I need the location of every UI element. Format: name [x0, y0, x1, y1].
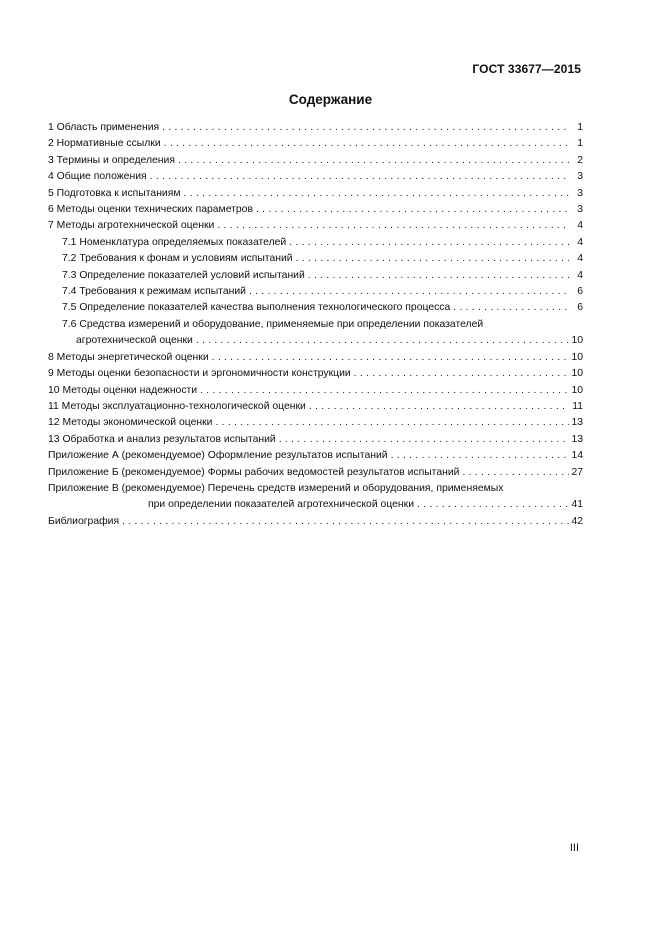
- toc-label: 7.5 Определение показателей качества выполнения технологического процесса: [62, 302, 451, 314]
- leader-dots: [196, 338, 569, 350]
- toc-entry-2[interactable]: [48, 136, 583, 152]
- toc-label: 6 Методы оценки технических параметров: [48, 204, 253, 216]
- toc-page: 4: [577, 269, 583, 281]
- toc-label: 8 Методы энергетической оценки: [48, 351, 209, 363]
- toc-entry-1[interactable]: [48, 120, 583, 136]
- toc-label: 4 Общие положения: [48, 171, 147, 183]
- toc-page: 6: [577, 302, 583, 314]
- leader-dots: [162, 124, 569, 136]
- toc-entry-3[interactable]: [48, 153, 583, 169]
- leader-dots: [150, 174, 569, 186]
- toc-label: Приложение Б (рекомендуемое) Формы рабочих ведомостей результатов испытаний: [48, 466, 460, 478]
- toc-label: Библиография: [48, 515, 120, 527]
- toc-label: 2 Нормативные ссылки: [48, 138, 161, 150]
- toc-entry-appendix-b[interactable]: [48, 465, 583, 481]
- toc-entry-4[interactable]: [48, 169, 583, 185]
- leader-dots: [178, 157, 569, 169]
- leader-dots: [391, 453, 569, 465]
- toc-page: 10: [571, 351, 583, 363]
- toc-label: 11 Методы эксплуатационно-технологической оценки: [48, 400, 306, 412]
- toc-page: 4: [577, 220, 583, 232]
- toc-entry-7-3[interactable]: [48, 268, 583, 284]
- page-number: III: [569, 842, 579, 854]
- toc-label: 3 Термины и определения: [48, 154, 175, 166]
- toc-page: 1: [577, 138, 583, 150]
- toc-entry-appendix-v[interactable]: [48, 481, 583, 514]
- toc-page: 10: [571, 335, 583, 347]
- toc-label: 7.4 Требования к режимам испытаний: [62, 286, 246, 298]
- toc-label: 10 Методы оценки надежности: [48, 384, 198, 396]
- leader-dots: [217, 223, 569, 235]
- leader-dots: [212, 354, 569, 366]
- leader-dots: [184, 190, 569, 202]
- toc-label-continued: агротехнической оценки: [76, 335, 193, 347]
- toc-page: 3: [577, 204, 583, 216]
- toc-page: 11: [572, 400, 583, 412]
- toc-label: 12 Методы экономической оценки: [48, 417, 213, 429]
- leader-dots: [453, 305, 569, 317]
- toc-page: 2: [577, 154, 583, 166]
- toc-entry-7[interactable]: [48, 218, 583, 234]
- toc-page: 42: [571, 515, 583, 527]
- toc-entry-7-1[interactable]: [48, 235, 583, 251]
- toc-page: 10: [571, 384, 583, 396]
- toc-label: 7.2 Требования к фонам и условиям испытаний: [62, 253, 293, 265]
- toc-entry-9[interactable]: [48, 366, 583, 382]
- toc-page: 3: [577, 187, 583, 199]
- leader-dots: [308, 272, 569, 284]
- toc-label: 7 Методы агротехнической оценки: [48, 220, 215, 232]
- toc-title: Содержание: [288, 92, 373, 107]
- toc-entry-7-2[interactable]: [48, 251, 583, 267]
- toc-entry-5[interactable]: [48, 186, 583, 202]
- toc-page: 13: [571, 433, 583, 445]
- toc-label: 5 Подготовка к испытаниям: [48, 187, 181, 199]
- leader-dots: [256, 206, 569, 218]
- toc-page: 27: [571, 466, 583, 478]
- toc-entry-13[interactable]: [48, 432, 583, 448]
- document-code: ГОСТ 33677—2015: [472, 62, 581, 76]
- leader-dots: [296, 256, 569, 268]
- toc-label: 9 Методы оценки безопасности и эргономичности конструкции: [48, 368, 351, 380]
- toc-page: 41: [571, 499, 583, 511]
- toc-label: 13 Обработка и анализ результатов испытаний: [48, 433, 276, 445]
- leader-dots: [417, 502, 569, 514]
- leader-dots: [279, 436, 569, 448]
- leader-dots: [289, 239, 569, 251]
- leader-dots: [122, 518, 569, 530]
- leader-dots: [164, 141, 569, 153]
- toc-page: 4: [577, 253, 583, 265]
- toc-entry-7-6[interactable]: [48, 317, 583, 350]
- toc-label-continued: при определении показателей агротехнической оценки: [148, 499, 414, 511]
- toc-page: 6: [577, 286, 583, 298]
- toc-page: 10: [571, 368, 583, 380]
- table-of-contents: [48, 120, 583, 530]
- toc-page: 14: [571, 450, 583, 462]
- toc-label: Приложение В (рекомендуемое) Перечень средств измерений и оборудования, применяемых: [48, 482, 504, 494]
- toc-page: 3: [577, 171, 583, 183]
- toc-entry-10[interactable]: [48, 383, 583, 399]
- leader-dots: [462, 469, 569, 481]
- leader-dots: [200, 387, 569, 399]
- leader-dots: [309, 403, 569, 415]
- toc-label: 7.1 Номенклатура определяемых показателей: [62, 236, 287, 248]
- toc-page: 1: [577, 122, 583, 133]
- toc-entry-12[interactable]: [48, 415, 583, 431]
- toc-label: 1 Область применения: [48, 122, 160, 133]
- toc-page: 4: [577, 236, 583, 248]
- toc-label: 7.6 Средства измерений и оборудование, применяемые при определении показателей: [62, 318, 484, 330]
- toc-entry-bibliography[interactable]: [48, 514, 583, 530]
- toc-entry-8[interactable]: [48, 350, 583, 366]
- toc-page: 13: [571, 417, 583, 429]
- toc-entry-11[interactable]: [48, 399, 583, 415]
- toc-label: Приложение А (рекомендуемое) Оформление результатов испытаний: [48, 450, 388, 462]
- leader-dots: [354, 371, 569, 383]
- toc-entry-appendix-a[interactable]: [48, 448, 583, 464]
- leader-dots: [249, 288, 569, 300]
- leader-dots: [215, 420, 569, 432]
- toc-label: 7.3 Определение показателей условий испытаний: [62, 269, 305, 281]
- toc-entry-7-5[interactable]: [48, 300, 583, 316]
- toc-entry-7-4[interactable]: [48, 284, 583, 300]
- toc-entry-6[interactable]: [48, 202, 583, 218]
